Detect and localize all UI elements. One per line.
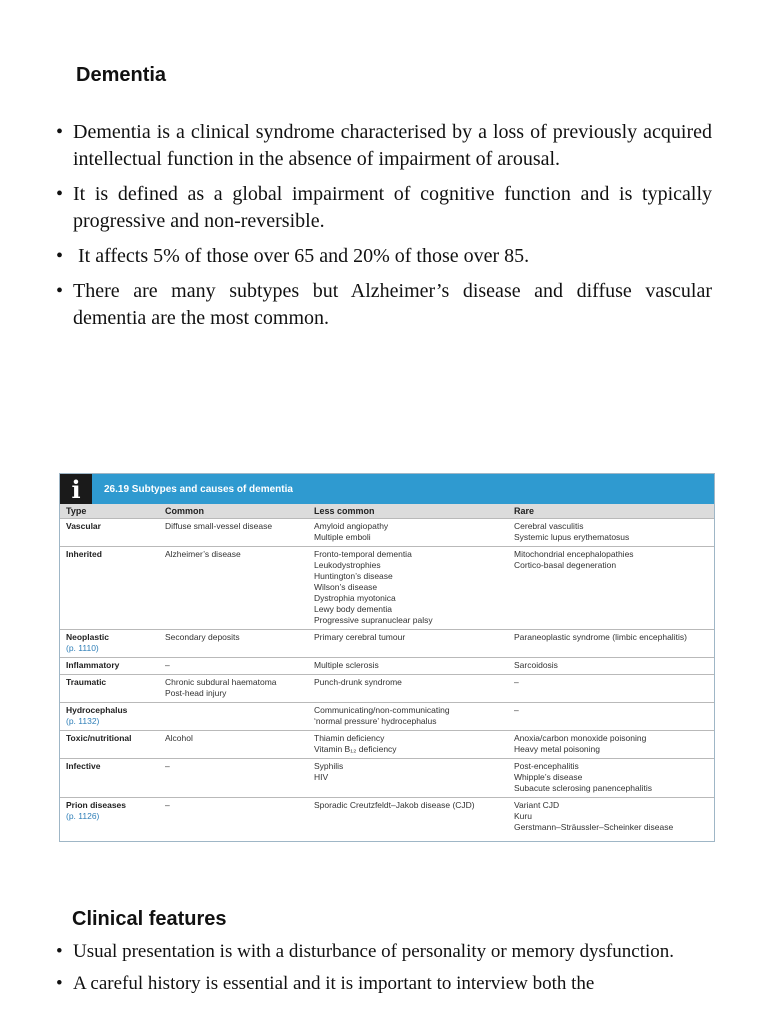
- common-cell: –: [159, 759, 308, 798]
- type-cell: Prion diseases (p. 1126): [60, 798, 159, 837]
- type-cell: Vascular: [60, 519, 159, 547]
- bullet-icon: •: [56, 245, 64, 267]
- table-header-row: [60, 504, 714, 519]
- type-cell: Inflammatory: [60, 658, 159, 675]
- common-cell: –: [159, 658, 308, 675]
- bullet-item: • It affects 5% of those over 65 and 20% of those over 85.: [56, 243, 712, 270]
- section-heading-clinical-features: Clinical features: [72, 908, 227, 930]
- table-body: [60, 519, 714, 837]
- bullet-item: • There are many subtypes but Alzheimer’s disease and diffuse vascular dementia are the most common.: [56, 280, 712, 329]
- common-cell: Alzheimer’s disease: [159, 547, 308, 630]
- table-title: 26.19 Subtypes and causes of dementia: [104, 483, 293, 495]
- bullet-item: • Dementia is a clinical syndrome characterised by a loss of previously acquired intellectual function in the absence of impairment of arousal.: [56, 121, 712, 170]
- type-cell: Toxic/nutritional: [60, 731, 159, 759]
- bullet-item: • Usual presentation is with a disturbance of personality or memory dysfunction.: [56, 941, 675, 962]
- column-header: Type: [60, 504, 159, 519]
- dementia-subtypes-table: [59, 473, 715, 842]
- bullet-icon: •: [56, 183, 64, 205]
- rare-cell: –: [508, 703, 714, 731]
- type-cell: Traumatic: [60, 675, 159, 703]
- rare-cell: Paraneoplastic syndrome (limbic encephalitis): [508, 630, 714, 658]
- table-grid: [60, 504, 714, 836]
- type-cell: Neoplastic (p. 1110): [60, 630, 159, 658]
- page-reference: (p. 1132): [66, 716, 100, 726]
- table-row: [60, 675, 714, 703]
- less-common-cell: Sporadic Creutzfeldt–Jakob disease (CJD): [308, 798, 508, 837]
- less-common-cell: Multiple sclerosis: [308, 658, 508, 675]
- rare-cell: Anoxia/carbon monoxide poisoning Heavy metal poisoning: [508, 731, 714, 759]
- table-row: [60, 519, 714, 547]
- less-common-cell: Thiamin deficiency Vitamin B₁₂ deficiency: [308, 731, 508, 759]
- table-row: [60, 731, 714, 759]
- less-common-cell: Amyloid angiopathy Multiple emboli: [308, 519, 508, 547]
- table-row: [60, 658, 714, 675]
- common-cell: Diffuse small-vessel disease: [159, 519, 308, 547]
- rare-cell: –: [508, 675, 714, 703]
- type-cell: Hydrocephalus (p. 1132): [60, 703, 159, 731]
- less-common-cell: Primary cerebral tumour: [308, 630, 508, 658]
- less-common-cell: Fronto-temporal dementia Leukodystrophies Huntington’s disease Wilson’s disease Dystrophia myotonica Lewy body dementia Progressive supranuclear palsy: [308, 547, 508, 630]
- common-cell: [159, 703, 308, 731]
- rare-cell: Sarcoidosis: [508, 658, 714, 675]
- bullet-icon: •: [56, 121, 64, 143]
- dementia-bullet-list: [56, 119, 712, 340]
- bullet-item: • It is defined as a global impairment of cognitive function and is typically progressive and non-reversible.: [56, 183, 712, 232]
- type-cell: Inherited: [60, 547, 159, 630]
- bullet-icon: •: [56, 973, 63, 994]
- column-header: Common: [159, 504, 308, 519]
- page-reference: (p. 1126): [66, 811, 100, 821]
- table-row: [60, 759, 714, 798]
- table-row: [60, 547, 714, 630]
- common-cell: Alcohol: [159, 731, 308, 759]
- rare-cell: Variant CJD Kuru Gerstmann–Sträussler–Scheinker disease: [508, 798, 714, 837]
- common-cell: –: [159, 798, 308, 837]
- column-header: Rare: [508, 504, 714, 519]
- bullet-icon: •: [56, 280, 64, 302]
- column-header: Less common: [308, 504, 508, 519]
- common-cell: Secondary deposits: [159, 630, 308, 658]
- less-common-cell: Syphilis HIV: [308, 759, 508, 798]
- less-common-cell: Communicating/non-communicating ‘normal pressure’ hydrocephalus: [308, 703, 508, 731]
- less-common-cell: Punch-drunk syndrome: [308, 675, 508, 703]
- clinical-features-bullet-list: [56, 940, 712, 1004]
- rare-cell: Mitochondrial encephalopathies Cortico-basal degeneration: [508, 547, 714, 630]
- common-cell: Chronic subdural haematoma Post-head injury: [159, 675, 308, 703]
- table-row: [60, 798, 714, 837]
- rare-cell: Cerebral vasculitis Systemic lupus erythematosus: [508, 519, 714, 547]
- table-row: [60, 630, 714, 658]
- bullet-item: • A careful history is essential and it is important to interview both the: [56, 973, 595, 994]
- info-icon: i: [60, 474, 92, 504]
- section-heading-dementia: Dementia: [76, 64, 167, 86]
- page-reference: (p. 1110): [66, 643, 99, 653]
- bullet-icon: •: [56, 941, 63, 962]
- table-title-bar: [60, 474, 714, 504]
- table-row: [60, 703, 714, 731]
- type-cell: Infective: [60, 759, 159, 798]
- rare-cell: Post-encephalitis Whipple’s disease Subacute sclerosing panencephalitis: [508, 759, 714, 798]
